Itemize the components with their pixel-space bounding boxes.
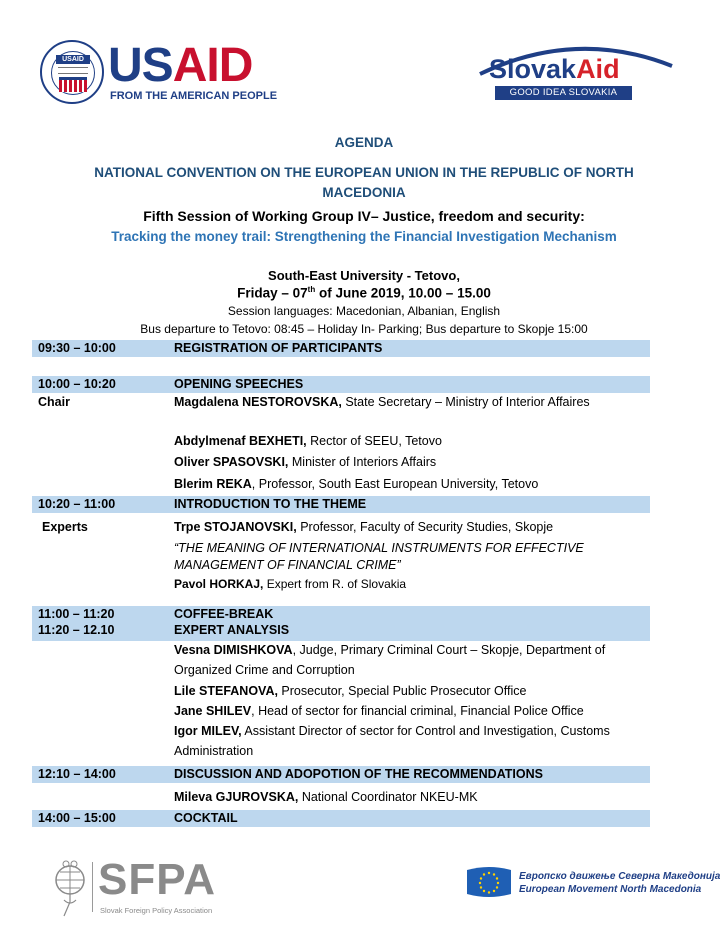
bus-info: Bus departure to Tetovo: 08:45 – Holiday In- Parking; Bus departure to Skopje 15:00 [140, 322, 588, 336]
speaker-line: Vesna DIMISHKOVA, Judge, Primary Criminal Court – Skopje, Department of [174, 643, 606, 657]
speaker-line-cont: Administration [174, 744, 254, 758]
sfpa-divider [92, 862, 93, 912]
event-date: Friday – 07th of June 2019, 10.00 – 15.00 [237, 285, 491, 301]
speaker-line: Oliver SPASOVSKI, Minister of Interiors Affairs [174, 455, 437, 469]
speaker-line: Magdalena NESTOROVSKA, State Secretary – Ministry of Interior Affaires [174, 395, 590, 409]
venue: South-East University - Tetovo, [268, 268, 460, 283]
speaker-line: Blerim REKA, Professor, South East European University, Tetovo [174, 477, 539, 491]
shield-stripes-icon [59, 77, 87, 92]
agenda-row-coffee-analysis [32, 606, 650, 641]
agenda-row-discussion [32, 766, 650, 783]
talk-title-line: MANAGEMENT OF FINANCIAL CRIME” [174, 558, 401, 572]
speaker-line: Pavol HORKAJ, Expert from R. of Slovakia [174, 577, 407, 591]
sfpa-tagline: Slovak Foreign Policy Association [100, 906, 213, 915]
speaker-line: Abdylmenaf BEXHETI, Rector of SEEU, Tetovo [174, 434, 442, 448]
eu-movement-name-en: European Movement North Macedonia [519, 884, 702, 895]
slovakaid-tagline: GOOD IDEA SLOVAKIA [495, 86, 632, 100]
item-title: COFFEE-BREAK [174, 607, 274, 621]
speaker-line: Jane SHILEV, Head of sector for financial criminal, Financial Police Office [174, 704, 584, 718]
talk-title-line: “THE MEANING OF INTERNATIONAL INSTRUMENTS FOR EFFECTIVE [174, 541, 584, 555]
role-chair: Chair [38, 395, 70, 409]
eu-flag-icon [467, 866, 511, 898]
time: 12:10 – 14:00 [38, 767, 116, 781]
agenda-row-intro [32, 496, 650, 513]
item-title: INTRODUCTION TO THE THEME [174, 497, 367, 511]
speaker-line: Mileva GJUROVSKA, National Coordinator NKEU-MK [174, 790, 478, 804]
convention-title: NATIONAL CONVENTION ON THE EUROPEAN UNION IN THE REPUBLIC OF NORTH MACEDONIA [94, 165, 634, 200]
item-title: EXPERT ANALYSIS [174, 623, 290, 637]
session-languages: Session languages: Macedonian, Albanian, English [227, 304, 501, 318]
time: 11:00 – 11:20 [38, 607, 115, 621]
usaid-seal-logo [40, 40, 104, 104]
speaker-line: Trpe STOJANOVSKI, Professor, Faculty of Security Studies, Skopje [174, 520, 554, 534]
item-title: OPENING SPEECHES [174, 377, 304, 391]
speaker-line-cont: Organized Crime and Corruption [174, 663, 355, 677]
eu-movement-name-mk: Европско движење Северна Македонија [519, 871, 721, 882]
role-experts: Experts [42, 520, 88, 534]
item-title: REGISTRATION OF PARTICIPANTS [174, 341, 383, 355]
speaker-line: Igor MILEV, Assistant Director of sector for Control and Investigation, Customs [174, 724, 610, 738]
usaid-wordmark: USAID [108, 39, 253, 92]
handshake-icon [58, 67, 88, 74]
agenda-row-registration [32, 340, 650, 357]
speaker-line: Lile STEFANOVA, Prosecutor, Special Public Prosecutor Office [174, 684, 527, 698]
time: 14:00 – 15:00 [38, 811, 116, 825]
session-title: Fifth Session of Working Group IV– Justice, freedom and security: [143, 208, 585, 224]
usaid-seal-tag: USAID [56, 55, 90, 64]
item-title: DISCUSSION AND ADOPOTION OF THE RECOMMENDATIONS [174, 767, 543, 781]
slovakaid-wordmark: SlovakAid [489, 54, 620, 84]
time: 10:00 – 10:20 [38, 377, 116, 391]
time: 11:20 – 12.10 [38, 623, 115, 637]
agenda-row-opening [32, 376, 650, 393]
agenda-title: AGENDA [334, 135, 394, 150]
item-title: COCKTAIL [174, 811, 238, 825]
usaid-tagline: FROM THE AMERICAN PEOPLE [110, 90, 278, 102]
time: 10:20 – 11:00 [38, 497, 116, 511]
sfpa-wordmark: SFPA [98, 855, 217, 904]
time: 09:30 – 10:00 [38, 341, 116, 355]
agenda-row-cocktail [32, 810, 650, 827]
session-subtitle: Tracking the money trail: Strengthening the Financial Investigation Mechanism [111, 229, 617, 244]
sfpa-globe-flower-icon [52, 856, 88, 918]
